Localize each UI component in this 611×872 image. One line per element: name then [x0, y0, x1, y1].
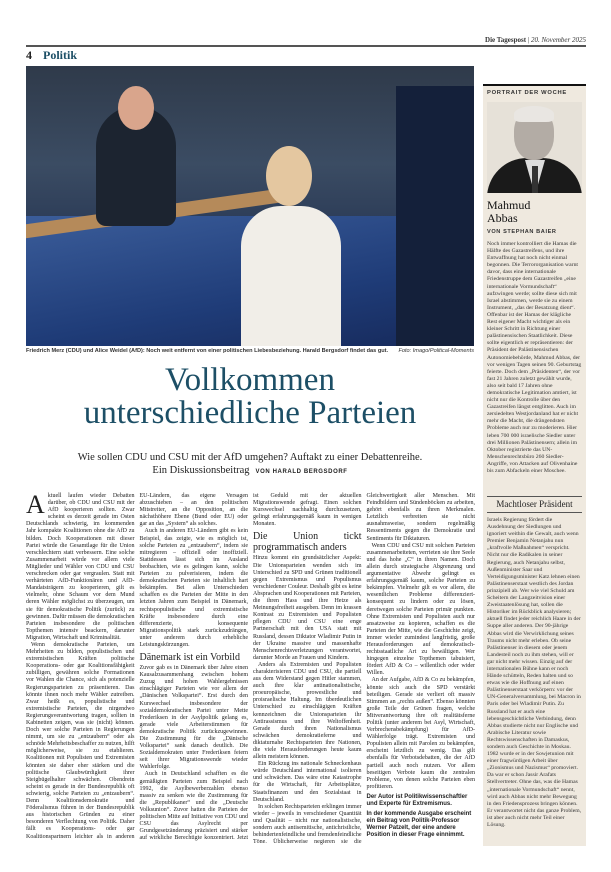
photo-caption: Friedrich Merz (CDU) und Alice Weidel (AfD): Noch weit entfernt von einer politischen Liebesbeziehung. Harald Bergsdorf findet das gut. Foto: Imago/Political-Moments: [26, 348, 474, 354]
paper-name: Die Tagespost: [485, 36, 527, 44]
portrait-name: Mahmud Abbas: [487, 198, 531, 225]
article-body: Aktuell laufen wieder Debatten darüber, ob CDU und CSU mit der AfD kooperieren sollten. Zwar scheint es derzeit gerade im Osten Deutschlands schwierig, im kommenden Jahr kompakte Koalitionen ohne die AfD zu bilden. Doch Kooperationen mit dieser Partei würde die Gesamtlage für die Union verschlechtern statt verbessern. Eine solche Zusammenarbeit würde vor allem viele Mitglieder und Wähler von CDU und CSU verschrecken oder gar vergraulen. Statt mit verhärteten AfD-Funktionären und AfD-Mandatsträgern zu kooperieren, gilt es vielmehr, ohne Schaum vor dem Mund deren Wähler möglichst zu überzeugen, um sie für demokratische Politik (zurück) zu gewinnen. Dafür müssen die demokratischen Parteien insbesondere die politischen Topthemen intensiv beackern, darunter Migration, Wirtschaft und Kriminalität. Wenn demokratische Parteien, um Mehrheiten zu bilden, populistischen und extremistischen Kräften politische Kooperations- oder gar Koalitionsfähigkeit zubilligen, gewähren solche Formationen vor Wahlen die Chance, sich als potenzielle Regierungsparteien zu präsentieren. Das könnte ihnen noch mehr Wähler zutreiben. Zwar heißt es, populistische und extremistische Parteien, die nirgendwo Regierungsverantwortung tragen, sollten in Kabinetten zeigen, was sie (nicht) können. Doch wer solche Parteien in Regierungen nimmt, um sie zu „entzaubern“ oder als schnöde Mehrheitsbeschaffer zu nutzen, hilft möglicherweise, sie zu etablieren. Koalitionen mit Populisten und Extremisten könnten sie daher eher stärken und die politische Glaubwürdigkeit ihrer Steigbügelhalter schwächen. Obendrein scheint es gerade in der Bundesrepublik oft schwierig, solche Parteien zu „entzaubern“. Denn Koalitionsdemokratie und Föderalismus führen in der Bundesrepublik aus historischen Gründen zu einer besonderen Verflechtung von Politik. Daher fällt es Kooperations- oder gar Koalitionspartnern leichter als in anderen EU-Ländern, das eigene Versagen abzuschieben – an den politischen Mitstreiter, an die Opposition, an die nächsthöhere Ebene (Bund oder EU) oder gar an das „System“ als solches. Auch in anderen EU-Ländern gibt es kein Beispiel, das zeigte, wie es möglich ist, solche Parteien zu „entzaubern“, indem sie mitregieren – offiziell oder inoffiziell. Stattdessen lässt sich im Ausland beobachten, wie es gelingen kann, solche Parteien zu pulverisieren, indem die demokratischen Parteien sie inhaltlich hart bekämpfen. Bei allen Unterschieden schaffen es die Parteien der Mitte in den letzten Jahren zum Beispiel in Dänemark, rechtspopulistische und extremistische Kräfte insbesondere durch eine differenzierte, konsequente Migrationspolitik stark zurückzudrängen, unter anderem durch erhebliche Leistungskürzungen. Dänemark ist ein Vorbild Zuvor gab es in Dänemark über Jahre einen Kausalzusammenhang zwischen hohem Zuzug und hohen Wahlergebnissen einschlägiger Parteien wie vor allem der „Dänischen Volkspartei“. Erst durch den Kurswechsel insbesondere der sozialdemokratischen Partei unter Mette Frederiksen in der Asylpolitik gelang es, gerade viele Arbeiterstimmen für demokratische Politik zurückzugewinnen. Die Zustimmung für die „Dänische Volkspartei“ sank danach deutlich. Die Sozialdemokraten unter Frederiksen feiern seit ihrer Migrationswende wieder Wahlerfolge. Auch in Deutschland schafften es die gemäßigten Parteien zum Beispiel nach 1992, die Asylbewerberzahlen ebenso massiv zu senken wie die Zustimmung für die „Republikaner“ und die „Deutsche Volksunion“. Zuvor hatten die Parteien der politischen Mitte auf Initiative von CDU und CSU das Asylrecht per Grundgesetzänderung präzisiert und stärker auf wirkliche Berechtigte konzentriert. Jetzt ist Geduld mit der aktuellen Migrationswende gefragt. Einen solchen Kurswechsel nachhaltig durchzusetzen, gelingt erfahrungsgemäß kaum in wenigen Monaten. Die Union tickt programmatisch anders Hinzu kommt ein grundsätzlicher Aspekt: Die Unionsparteien wenden sich im Unterschied zu SPD und Grünen traditionell gegen Extremismus und Populismus verschiedener Couleur. Deshalb gibt es keine Absprachen und Kooperationen mit Parteien, die ihren Hass und ihre Hetze als Meinungsfreiheit ausgeben. Denn im krassen Kontrast zu Extremisten und Populisten pflegen CDU und CSU eine enge Partnerschaft mit den USA statt mit Russland, dessen Diktator Wladimir Putin in der Ukraine massive und massenhafte Menschenrechtsverletzungen verantwortet, darunter Morde an Frauen und Kindern. Anders als Extremisten und Populisten charakterisieren CDU und CSU, die partiell aus dem Widerstand gegen Hitler stammen, auch ihre klar antinationalistische, proeuropäische, prowestliche und proisraelische Haltung. Im überdeutlichen Unterschied zu einschlägigen Kräften kennzeichnen die Unionsparteien ihr Antirassismus und ihre Weltoffenheit. Gerade durch ihren Nationalismus schwächen demokratieferne und diktaturnahe Rechtsparteien ihre Nationen, die viele Herausforderungen heute kaum allein meistern können. Ein Rückzug ins nationale Schneckenhaus würde Deutschland international isolieren und schwächen. Das wäre eine Katastrophe für die Wirtschaft, für Arbeitsplätze, Staatsfinanzen und den Sozialstaat in Deutschland. In solchen Rechtsparteien erklingen immer wieder – jeweils in verschiedener Quantität und Qualität – nicht nur nationalistische, sondern auch antisemitische, antichristliche, behindertenfeindliche und fremdenfeindliche Töne. Üblicherweise negieren sie die Gleichwertigkeit aller Menschen. Mit Feindbildern und Sündenböcken zu arbeiten, gehört ebenfalls zu ihren Merkmalen. Letztlich verbreiten sie nicht ausnahmsweise, sondern regelmäßig Ressentiments gegen die Demokratie und Sentiments für Diktaturen. Wenn CDU und CSU mit solchen Parteien zusammenarbeiteten, verrieten sie ihre Seele und das hohe „C“ in ihren Namen. Doch allein durch strategische Abgrenzung und argumentative Abwehr gelingt es erfahrungsgemäß kaum, solche Parteien zu bekämpfen. Vielmehr gilt es vor allem, die wesentlichen Probleme differenziert-konsequent zu lindern oder zu lösen, deretwegen solche Parteien primär punkten. Ohne Extremisten und Populisten auch nur ansatzweise zu kopieren, schaffen es die Parteien der Mitte, wie die Geschichte zeigt, immer wieder zumindest langfristig, große Herausforderungen auf demokratisch-rechtsstaatliche Art zu bewältigen. Wer hingegen einzelne Topthemen tabuisiert, fördert AfD & Co – willentlich oder wider Willen. An der Aufgabe, AfD & Co zu bekämpfen, könnte sich auch die SPD verstärkt beteiligen. Gerade sie verliert oft massiv Stimmen an „rechts außen“. Ebenso könnten große Teile der Grünen fragen, welche Mitverantwortung ihre oft realitätsferne Politik (unter anderem bei Asyl, Wirtschaft, Verbrechensbekämpfung) für AfD-Wählerfolge trägt. Extremisten und Populisten allein mit Parolen zu bekämpfen, erscheint letztlich zu wenig. Das gilt ebenfalls für Verbotsdebatten, die der AfD partiell auch noch nutzen. Vor allem beseitigen Verbote kaum die zentralen Probleme, von denen solche Parteien eben profitieren. Der Autor ist Politikwissenschaftler und Experte für Extremismus. In der kommende Ausgabe erscheint ein Beitrag von Politik-Professor Werner Patzelt, der eine andere Position in dieser Frage einnimmt.: [26, 490, 475, 846]
byline: VON HARALD BERGSDORF: [255, 469, 348, 475]
subheading: Die Union tickt programmatisch anders: [253, 531, 362, 554]
sidebar-subheading: Machtloser Präsident: [496, 499, 573, 509]
sidebar-text: Noch immer kontrolliert die Hamas die Hälfte des Gazastreifens, und ihre Entwaffnung hat noch nicht einmal begonnen. Die Terrororganisation warnt davor, dass eine internationale Friedenstruppe dem Gazastreifen „eine internationale Vormundschaft“ aufzwingen werde; sollte diese sich mit Israel abstimmen, werde sie zu einem Instrument, „das der Besatzung dient“. Offenbar ist der Hamas der klägliche Rest eigener Macht wichtiger als ein kleiner Schritt in Richtung einer palästinensischen Staatlichkeit. Diese sollte eigentlich er repräsentieren: der Präsident der Palästinensischen Autonomiebehörde, Mahmud Abbas, der vor wenigen Tagen seinen 90. Geburtstag feierte. Doch dem „Präsidenten“, der vor fast 21 Jahren zuletzt gewählt wurde, also seit bald 17 Jahren ohne demokratische Legitimation amtiert, ist nicht nur die Kontrolle über den Gazastreifen längst entglitten. Auch im zersiedelten Westjordanland hat er nicht mehr die Macht, die drängendsten Probleme auch nur zu moderieren. Hier leben 700 000 israelische Siedler unter drei Millionen Palästinensern; allein im Oktober registrierte das UN-Menschenrechtsbüro 260 Siedler-Angriffe, von Attacken auf Olivenhaine bis zum Abfackeln einer Moschee.: [487, 241, 582, 474]
photo-credit: Foto: Imago/Political-Moments: [398, 348, 474, 354]
sidebar-text: Israels Regierung fördert die Ausdehnung der Siedlungen und ignoriert weithin die Gewalt, auch wenn Premier Benjamin Netanjahu nun „kraftvolle Maßnahmen“ verspricht. Nicht nur die Radikalen in seiner Regierung, auch Netanjahu selbst, Außenminister Saar und Verteidigungsminister Katz lehnen einen Palästinenserstaat westlich des Jordan prinzipiell ab. Wer wie viel Schuld am Scheitern der Langzeitvision einer Zweistaatenlösung hat, sollen die Historiker im Rückblick analysieren; aktuell findet jeder reichlich Haare in der Suppe aller anderen. Der 90-jährige Abbas wird die Verwirklichung seines Traums nicht mehr erleben. Ob seine Palästinenser in diesem oder jenem Landesteil noch zu ihm stehen, will er gar nicht mehr wissen. Einzig auf der internationalen Bühne kann er noch Hände schütteln, Reden halten und so etwas wie die Hoffnung auf einen Palästinenserstaat verkörpern: vor der UN-Generalversammlung, bei Macron in Paris oder bei Wladimir Putin. Zu Russland hat er auch eine lebensgeschichtliche Verbindung, denn Abbas studierte nicht nur Englische und Arabische Literatur sowie Rechtswissenschaften in Damaskus, sondern auch Geschichte in Moskau. 1982 wurde er in der Sowjetunion mit einer fragwürdigen Arbeit über „Zionismus und Nazismus“ promoviert. Da war er schon Jassir Arafats Stellvertreter. Ohne das, was die Hamas „internationale Vormundschaft“ nennt, wird auch Abbas nicht mehr Bewegung in den Friedensprozess bringen können. Er verantwortet nicht das ganze Problem, ist aber auch nicht mehr Teil einer Lösung.: [487, 517, 582, 829]
issue-date: 20. November 2025: [530, 36, 586, 44]
header-rule: [26, 45, 586, 47]
section-name: Politik: [43, 48, 78, 62]
section-header: [26, 48, 77, 63]
masthead: Die Tagespost | 20. November 2025: [485, 36, 586, 44]
portrait-sidebar: [483, 84, 586, 846]
sidebar-kicker: PORTRAIT DER WOCHE: [487, 90, 567, 96]
subheading: Dänemark ist ein Vorbild: [139, 652, 240, 664]
person-weidel: [241, 206, 341, 346]
deck: Wie sollen CDU und CSU mit der AfD umgehen? Auftakt zu einer Debattenreihe. Ein Diskussionsbeitrag VON HARALD BERGSDORF: [77, 452, 423, 476]
drop-cap: A: [26, 490, 45, 519]
sidebar-byline: VON STEPHAN BAIER: [487, 229, 557, 235]
next-issue-note: In der kommende Ausgabe erscheint ein Beitrag von Politik-Professor Werner Patzelt, der eine andere Position in dieser Frage einnimmt.: [366, 811, 472, 839]
page-number: 4: [26, 48, 32, 62]
author-note: Der Autor ist Politikwissenschaftler und Experte für Extremismus.: [366, 793, 468, 808]
lead-photo: [26, 66, 474, 346]
portrait-photo: [487, 102, 582, 193]
headline: Vollkommen unterschiedliche Parteien: [83, 362, 417, 431]
